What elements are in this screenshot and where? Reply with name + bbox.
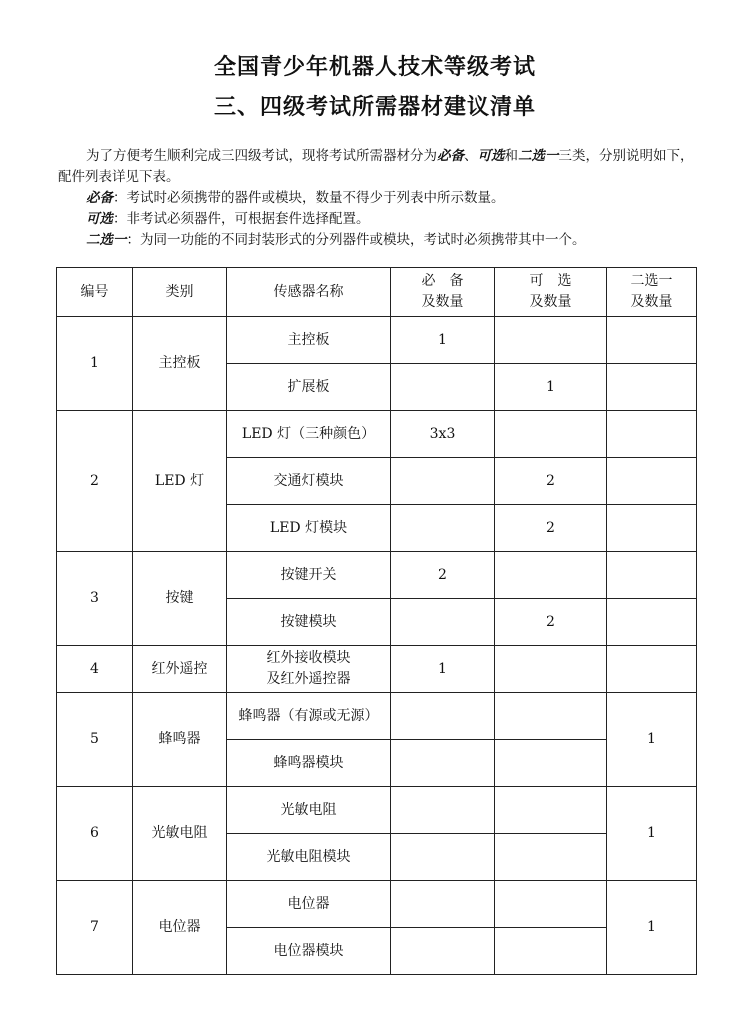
definition-optional [58,209,698,230]
cell-either [607,411,697,458]
definition-either [58,230,698,251]
header-required: 必 备 及数量 [391,268,495,317]
cell-either [607,552,697,599]
table-row [57,411,697,458]
cell-required: 2 [391,552,495,599]
keyword-either: 二选一 [518,148,559,164]
cell-sensor-name: 扩展板 [227,364,391,411]
header-category: 类别 [133,268,227,317]
cell-number: 4 [57,646,133,693]
cell-required [391,505,495,552]
cell-sensor-name: 光敏电阻 [227,787,391,834]
cell-either [607,505,697,552]
cell-number: 6 [57,787,133,881]
cell-category: 光敏电阻 [133,787,227,881]
cell-sensor-name: LED 灯模块 [227,505,391,552]
cell-optional [495,552,607,599]
table-body [57,317,697,975]
definition-required-text: ：考试时必须携带的器件或模块，数量不得少于列表中所示数量。 [113,190,505,206]
definition-either-text: ：为同一功能的不同封装形式的分列器件或模块，考试时必须携带其中一个。 [126,232,586,248]
table-row [57,646,697,693]
cell-required: 1 [391,317,495,364]
definition-either-label: 二选一 [86,232,127,248]
cell-sensor-name: 红外接收模块 及红外遥控器 [227,646,391,693]
header-optional: 可 选 及数量 [495,268,607,317]
cell-required [391,458,495,505]
intro-sep: 、 [464,148,478,164]
cell-optional [495,646,607,693]
intro-paragraph [58,146,698,188]
cell-required [391,834,495,881]
cell-required [391,693,495,740]
cell-either: 1 [607,881,697,975]
definition-required-label: 必备 [86,190,113,206]
cell-optional [495,411,607,458]
cell-category: 红外遥控 [133,646,227,693]
cell-required [391,787,495,834]
table-row [57,552,697,599]
table-header-row [57,268,697,317]
cell-required [391,740,495,787]
cell-sensor-name: 主控板 [227,317,391,364]
cell-number: 5 [57,693,133,787]
header-number: 编号 [57,268,133,317]
cell-number: 3 [57,552,133,646]
cell-sensor-name: 按键开关 [227,552,391,599]
table-row [57,881,697,928]
definition-required [58,188,698,209]
cell-sensor-name: 按键模块 [227,599,391,646]
cell-optional [495,693,607,740]
cell-either: 1 [607,787,697,881]
cell-number: 7 [57,881,133,975]
cell-optional [495,317,607,364]
table-row [57,317,697,364]
intro-prefix: 为了方便考生顺利完成三四级考试，现将考试所需器材分为 [86,148,437,164]
cell-category: 蜂鸣器 [133,693,227,787]
cell-required: 3x3 [391,411,495,458]
cell-optional [495,787,607,834]
cell-optional: 1 [495,364,607,411]
definition-optional-text: ：非考试必须器件，可根据套件选择配置。 [113,211,370,227]
cell-sensor-name: 蜂鸣器（有源或无源） [227,693,391,740]
intro-suffix: 三类，分别说明如下，配件列表详见下表。 [58,148,694,185]
header-either: 二选一 及数量 [607,268,697,317]
cell-required: 1 [391,646,495,693]
header-sensor-name: 传感器名称 [227,268,391,317]
cell-number: 1 [57,317,133,411]
cell-category: 主控板 [133,317,227,411]
table-row [57,693,697,740]
cell-optional [495,834,607,881]
cell-either: 1 [607,693,697,787]
cell-required [391,599,495,646]
cell-required [391,364,495,411]
cell-number: 2 [57,411,133,552]
equipment-table [56,267,697,975]
cell-either [607,364,697,411]
cell-either [607,458,697,505]
cell-either [607,599,697,646]
cell-required [391,928,495,975]
cell-optional: 2 [495,599,607,646]
cell-category: LED 灯 [133,411,227,552]
cell-sensor-name: 蜂鸣器模块 [227,740,391,787]
cell-category: 电位器 [133,881,227,975]
cell-either [607,646,697,693]
cell-optional [495,881,607,928]
intro-and: 和 [504,148,518,164]
cell-sensor-name: 交通灯模块 [227,458,391,505]
cell-category: 按键 [133,552,227,646]
cell-sensor-name: 电位器模块 [227,928,391,975]
table-row [57,787,697,834]
keyword-optional: 可选 [477,148,505,164]
cell-required [391,881,495,928]
cell-sensor-name: LED 灯（三种颜色） [227,411,391,458]
intro-text [58,146,698,251]
document-subtitle: 三、四级考试所需器材建议清单 [213,95,536,120]
cell-optional: 2 [495,458,607,505]
cell-sensor-name: 光敏电阻模块 [227,834,391,881]
cell-optional [495,928,607,975]
cell-either [607,317,697,364]
definition-optional-label: 可选 [86,211,113,227]
cell-sensor-name: 电位器 [227,881,391,928]
keyword-required: 必备 [437,148,464,164]
cell-optional [495,740,607,787]
document-title: 全国青少年机器人技术等级考试 [213,55,536,80]
cell-optional: 2 [495,505,607,552]
